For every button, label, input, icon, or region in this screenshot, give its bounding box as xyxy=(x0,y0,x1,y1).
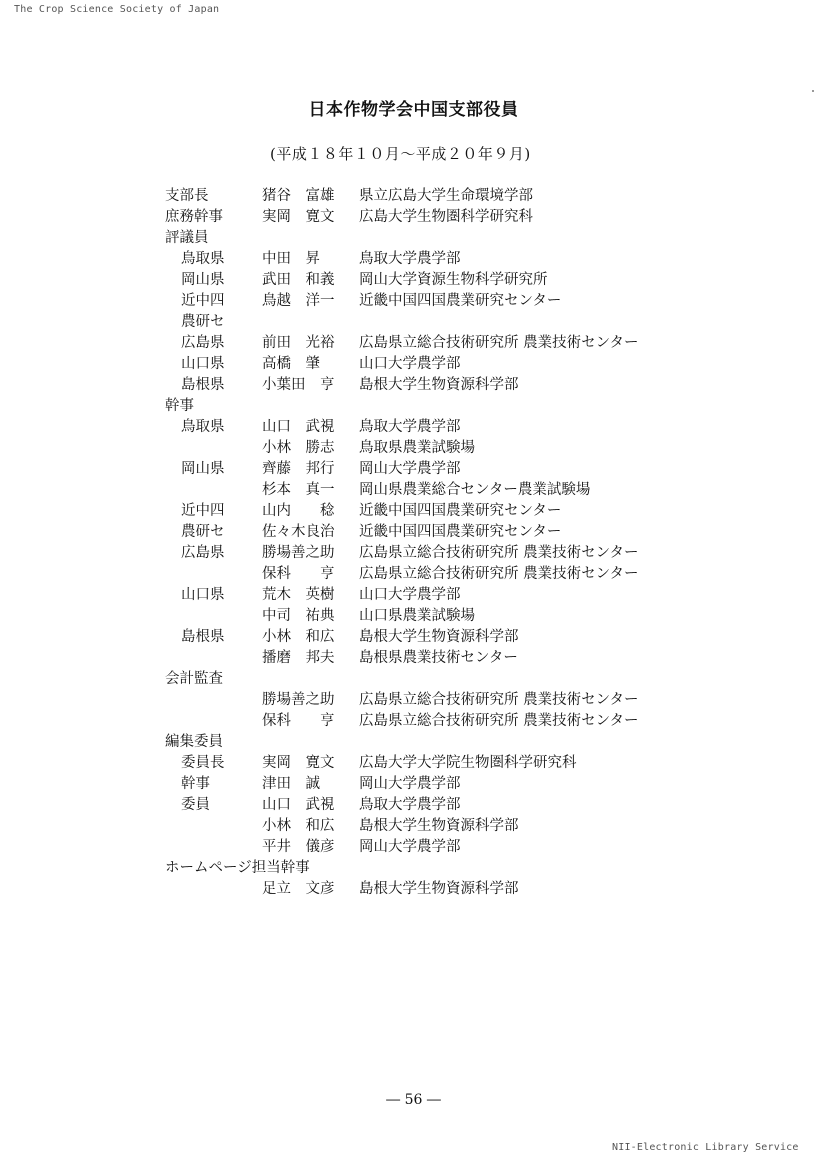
member-name: 実岡 寛文 xyxy=(262,209,335,225)
member-affiliation: 島根大学生物資源科学部 xyxy=(359,818,519,834)
member-affiliation: 岡山大学農学部 xyxy=(359,461,461,477)
member-affiliation: 鳥取県農業試験場 xyxy=(359,440,475,456)
member-affiliation: 島根大学生物資源科学部 xyxy=(359,629,519,645)
role-label: 岡山県 xyxy=(181,461,225,477)
member-affiliation: 広島県立総合技術研究所 農業技術センター xyxy=(359,566,639,582)
member-name: 山口 武視 xyxy=(262,797,335,813)
member-name: 高橋 肇 xyxy=(262,356,320,372)
member-name: 実岡 寛文 xyxy=(262,755,335,771)
role-label: 編集委員 xyxy=(165,734,223,750)
member-affiliation: 広島県立総合技術研究所 農業技術センター xyxy=(359,545,639,561)
member-affiliation: 近畿中国四国農業研究センター xyxy=(359,293,562,309)
role-label: 鳥取県 xyxy=(181,419,225,435)
member-affiliation: 岡山県農業総合センター農業試験場 xyxy=(359,482,591,498)
member-name: 津田 誠 xyxy=(262,776,320,792)
role-label: 農研セ xyxy=(181,314,225,330)
service-footer: NII-Electronic Library Service xyxy=(612,1142,799,1153)
member-affiliation: 岡山大学資源生物科学研究所 xyxy=(359,272,548,288)
member-name: 勝場善之助 xyxy=(262,692,335,708)
member-name: 保科 亨 xyxy=(262,566,335,582)
member-name: 小林 勝志 xyxy=(262,440,335,456)
member-name: 鳥越 洋一 xyxy=(262,293,335,309)
role-label: 島根県 xyxy=(181,377,225,393)
role-label: 近中四 xyxy=(181,293,225,309)
member-affiliation: 広島大学大学院生物圏科学研究科 xyxy=(359,755,577,771)
member-affiliation: 山口大学農学部 xyxy=(359,356,461,372)
journal-header: The Crop Science Society of Japan xyxy=(14,4,220,15)
member-name: 中司 祐典 xyxy=(262,608,335,624)
role-label: 幹事 xyxy=(181,776,210,792)
member-name: 前田 光裕 xyxy=(262,335,335,351)
role-label: 広島県 xyxy=(181,545,225,561)
member-affiliation: 岡山大学農学部 xyxy=(359,839,461,855)
member-name: 武田 和義 xyxy=(262,272,335,288)
member-name: 小林 和広 xyxy=(262,818,335,834)
role-label: 農研セ xyxy=(181,524,225,540)
member-affiliation: 鳥取大学農学部 xyxy=(359,419,461,435)
member-name: 小林 和広 xyxy=(262,629,335,645)
role-label: 山口県 xyxy=(181,587,225,603)
term-subtitle: (平成１８年１０月～平成２０年９月) xyxy=(270,145,531,163)
role-label: 近中四 xyxy=(181,503,225,519)
member-affiliation: 島根大学生物資源科学部 xyxy=(359,881,519,897)
member-affiliation: 鳥取大学農学部 xyxy=(359,797,461,813)
member-affiliation: 広島県立総合技術研究所 農業技術センター xyxy=(359,692,639,708)
member-name: 中田 昇 xyxy=(262,251,320,267)
role-label: 幹事 xyxy=(165,398,194,414)
scan-speck xyxy=(812,90,814,92)
member-name: 小葉田 亨 xyxy=(262,377,335,393)
member-name: 佐々木良治 xyxy=(262,524,335,540)
member-name: 山内 稔 xyxy=(262,503,335,519)
member-affiliation: 近畿中国四国農業研究センター xyxy=(359,503,562,519)
role-label: 広島県 xyxy=(181,335,225,351)
role-label: 会計監査 xyxy=(165,671,223,687)
member-name: 齊藤 邦行 xyxy=(262,461,335,477)
member-affiliation: 島根県農業技術センター xyxy=(359,650,518,666)
member-affiliation: 山口県農業試験場 xyxy=(359,608,475,624)
member-name: 足立 文彦 xyxy=(262,881,335,897)
member-affiliation: 島根大学生物資源科学部 xyxy=(359,377,519,393)
member-name: 播磨 邦夫 xyxy=(262,650,335,666)
role-label: 鳥取県 xyxy=(181,251,225,267)
member-affiliation: 広島大学生物圏科学研究科 xyxy=(359,209,533,225)
member-name: 保科 亨 xyxy=(262,713,335,729)
member-name: 平井 儀彦 xyxy=(262,839,335,855)
role-label: 山口県 xyxy=(181,356,225,372)
member-affiliation: 岡山大学農学部 xyxy=(359,776,461,792)
member-name: 杉本 真一 xyxy=(262,482,335,498)
member-affiliation: 近畿中国四国農業研究センター xyxy=(359,524,562,540)
member-name: 勝場善之助 xyxy=(262,545,335,561)
role-label: 委員長 xyxy=(181,755,225,771)
member-name: 荒木 英樹 xyxy=(262,587,335,603)
role-label: 庶務幹事 xyxy=(165,209,223,225)
member-affiliation: 鳥取大学農学部 xyxy=(359,251,461,267)
role-label: 岡山県 xyxy=(181,272,225,288)
member-name: 猪谷 富雄 xyxy=(262,188,335,204)
role-label: 島根県 xyxy=(181,629,225,645)
member-name: 山口 武視 xyxy=(262,419,335,435)
member-affiliation: 広島県立総合技術研究所 農業技術センター xyxy=(359,335,639,351)
role-label: ホームページ担当幹事 xyxy=(165,860,310,876)
role-label: 評議員 xyxy=(165,230,209,246)
role-label: 支部長 xyxy=(165,188,209,204)
role-label: 委員 xyxy=(181,797,210,813)
page-number: ― 56 ― xyxy=(386,1092,441,1108)
page-title: 日本作物学会中国支部役員 xyxy=(308,100,519,120)
member-affiliation: 山口大学農学部 xyxy=(359,587,461,603)
member-affiliation: 広島県立総合技術研究所 農業技術センター xyxy=(359,713,639,729)
member-affiliation: 県立広島大学生命環境学部 xyxy=(359,188,533,204)
